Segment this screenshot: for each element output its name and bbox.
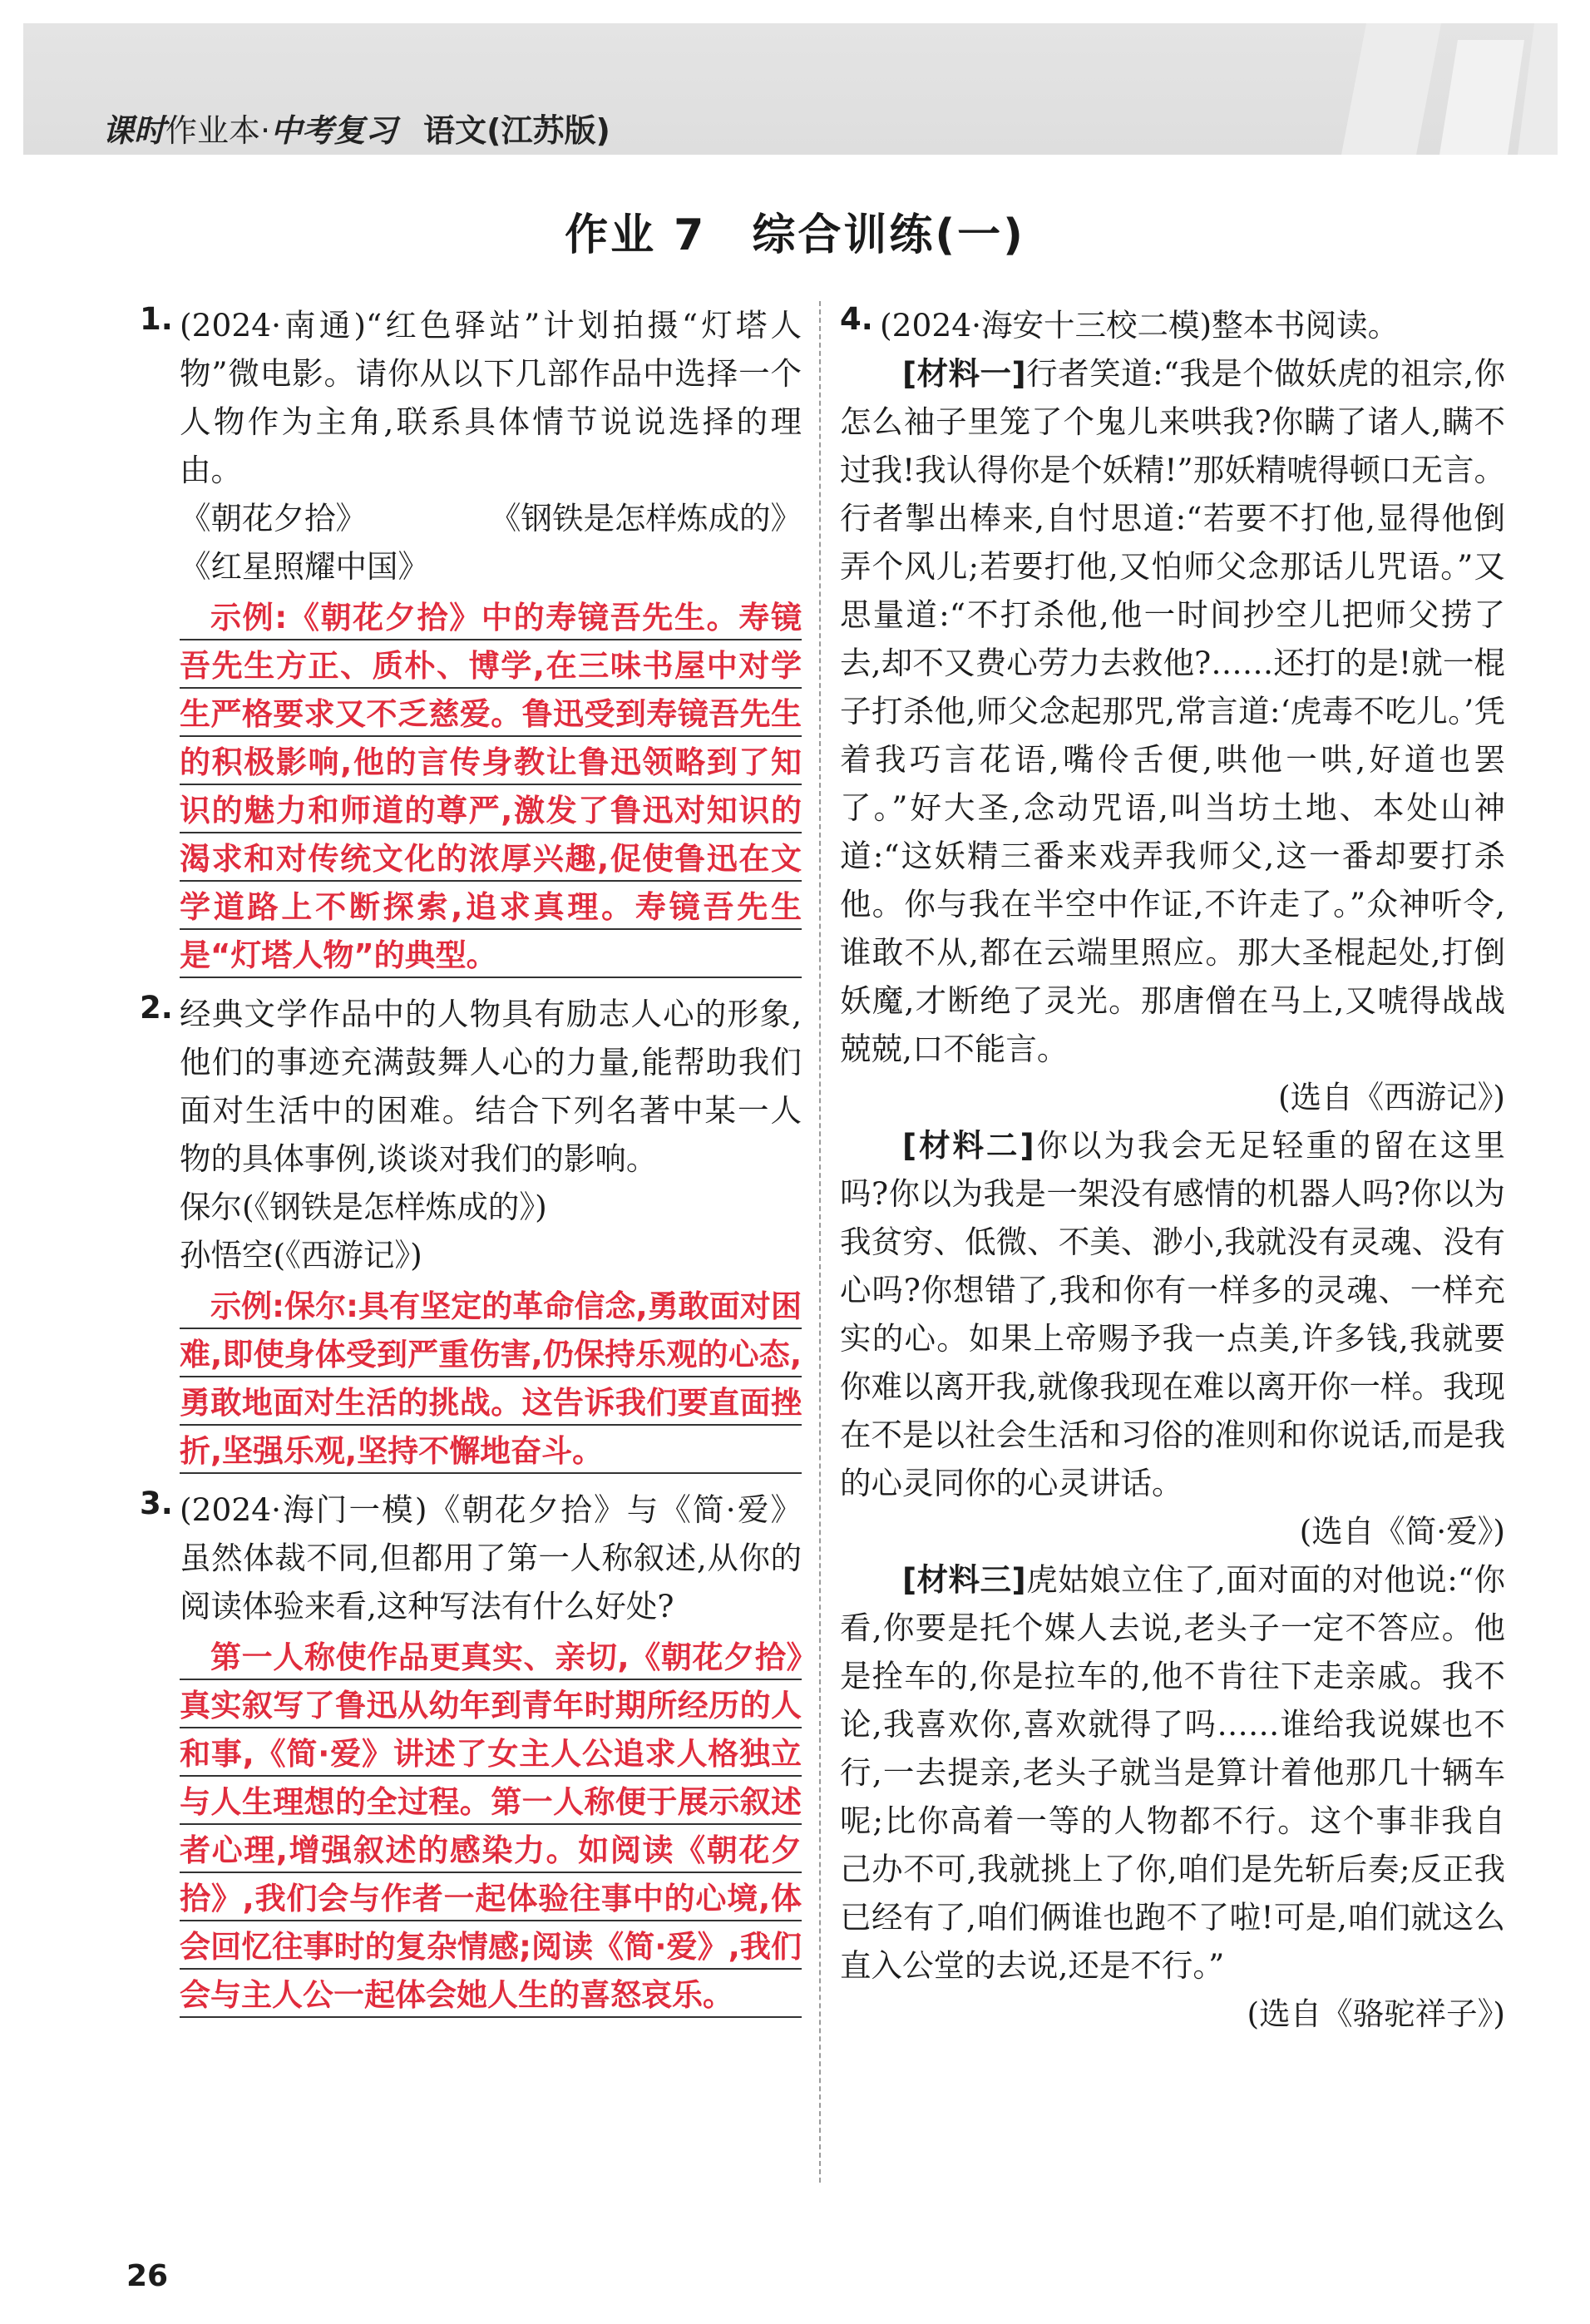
- right-column: [840, 301, 1505, 2038]
- question-number: 2.: [140, 990, 173, 1026]
- option-item: 《钢铁是怎样炼成的》: [490, 500, 802, 536]
- option-item: 《红星照耀中国》: [180, 548, 429, 585]
- question-number: 4.: [840, 301, 873, 337]
- question-3: [140, 1486, 802, 1630]
- question-stem: 经典文学作品中的人物具有励志人心的形象,他们的事迹充满鼓舞人心的力量,能帮助我们面对生活中的困难。结合下列名著中某一人物的具体事例,谈谈对我们的影响。: [180, 996, 802, 1177]
- question-number: 1.: [140, 301, 173, 337]
- option-item: 孙悟空(《西游记》): [180, 1237, 422, 1273]
- header-decoration: [1341, 23, 1558, 155]
- option-item: 保尔(《钢铁是怎样炼成的》): [180, 1189, 547, 1225]
- question-2-options: [140, 1183, 802, 1279]
- question-2: [140, 990, 802, 1183]
- material-2: [840, 1121, 1505, 1507]
- left-column: [140, 301, 802, 2020]
- material-source: (选自《西游记》): [1277, 1079, 1505, 1115]
- material-text: 行者笑道:“我是个做妖虎的祖宗,你怎么袖子里笼了个鬼儿来哄我?你瞒了诸人,瞒不过我!我认得你是个妖精!”那妖精唬得顿口无言。行者掣出棒来,自忖思道:“若要不打他,显得他倒弄个风儿;若要打他,又怕师父念那话儿咒语。”又思量道:“不打杀他,他一时间抄空儿把师父捞了去,却不又费心劳力去救他?……还打的是!就一棍子打杀他,师父念起那咒,常言道:‘虎毒不吃儿。’凭着我巧言花语,嘴伶舌便,哄他一哄,好道也罢了。”好大圣,念动咒语,叫当坊土地、本处山神道:“这妖精三番来戏弄我师父,这一番却要打杀他。你与我在半空中作证,不许走了。”众神听令,谁敢不从,都在云端里照应。那大圣棍起处,打倒妖魔,才断绝了灵光。那唐僧在马上,又唬得战战兢兢,口不能言。: [840, 355, 1505, 1067]
- page-number: 26: [126, 2259, 169, 2293]
- question-number: 3.: [140, 1486, 173, 1521]
- answer-1: 示例:《朝花夕拾》中的寿镜吾先生。寿镜吾先生方正、质朴、博学,在三味书屋中对学生严格要求又不乏慈爱。鲁迅受到寿镜吾先生的积极影响,他的言传身教让鲁迅领略到了知识的魅力和师道的尊严,激发了鲁迅对知识的渴求和对传统文化的浓厚兴趣,促使鲁迅在文学道路上不断探索,追求真理。寿镜吾先生是“灯塔人物”的典型。: [180, 594, 802, 980]
- answer-2: 示例:保尔:具有坚定的革命信念,勇敢面对困难,即使身体受到严重伤害,仍保持乐观的心态,勇敢地面对生活的挑战。这告诉我们要直面挫折,坚强乐观,坚持不懈地奋斗。: [180, 1283, 802, 1476]
- material-tag: [材料三]: [902, 1561, 1026, 1598]
- question-1: [140, 301, 802, 494]
- column-divider: [819, 301, 821, 2183]
- option-item: 《朝花夕拾》: [180, 500, 367, 536]
- question-stem: (2024·海安十三校二模)整本书阅读。: [880, 307, 1400, 344]
- page-title: 作业 7 综合训练(一): [565, 210, 1025, 260]
- material-tag: [材料一]: [902, 355, 1026, 392]
- material-source: (选自《骆驼祥子》): [1247, 1995, 1505, 2032]
- question-1-options: [140, 494, 802, 591]
- material-1: [840, 349, 1505, 1073]
- book-series-title: 课时作业本·中考复习 语文(江苏版): [102, 112, 610, 149]
- material-text: 你以为我会无足轻重的留在这里吗?你以为我是一架没有感情的机器人吗?你以为我贫穷、低微、不美、渺小,我就没有灵魂、没有心吗?你想错了,我和你有一样多的灵魂、一样充实的心。如果上帝赐予我一点美,许多钱,我就要你难以离开我,就像我现在难以离开你一样。我现在不是以社会生活和习俗的准则和你说话,而是我的心灵同你的心灵讲话。: [840, 1127, 1506, 1501]
- question-stem: (2024·南通)“红色驿站”计划拍摄“灯塔人物”微电影。请你从以下几部作品中选择一个人物作为主角,联系具体情节说说选择的理由。: [180, 307, 802, 488]
- edition-label: 语文(江苏版): [423, 112, 610, 149]
- material-tag: [材料二]: [902, 1127, 1034, 1164]
- material-text: 虎姑娘立住了,面对面的对他说:“你看,你要是托个媒人去说,老头子一定不答应。他是拴车的,你是拉车的,他不肯往下走亲戚。我不论,我喜欢你,喜欢就得了吗……谁给我说媒也不行,一去提亲,老头子就当是算计着他那几十辆车呢;比你高着一等的人物都不行。这个事非我自己办不可,我就挑上了你,咱们是先斩后奏;反正我已经有了,咱们俩谁也跑不了啦!可是,咱们就这么直入公堂的去说,还是不行。”: [840, 1561, 1505, 1984]
- answer-3: 第一人称使作品更真实、亲切,《朝花夕拾》真实叙写了鲁迅从幼年到青年时期所经历的人和事,《简·爱》讲述了女主人公追求人格独立与人生理想的全过程。第一人称便于展示叙述者心理,增强叙述的感染力。如阅读《朝花夕拾》,我们会与作者一起体验往事中的心境,体会回忆往事时的复杂情感;阅读《简·爱》,我们会与主人公一起体会她人生的喜怒哀乐。: [180, 1634, 802, 2020]
- material-source: (选自《简·爱》): [1299, 1513, 1505, 1550]
- header-band: [23, 23, 1558, 155]
- question-stem: (2024·海门一模)《朝花夕拾》与《简·爱》虽然体裁不同,但都用了第一人称叙述,从你的阅读体验来看,这种写法有什么好处?: [180, 1491, 802, 1624]
- question-4: [840, 301, 1505, 349]
- material-3: [840, 1555, 1505, 1990]
